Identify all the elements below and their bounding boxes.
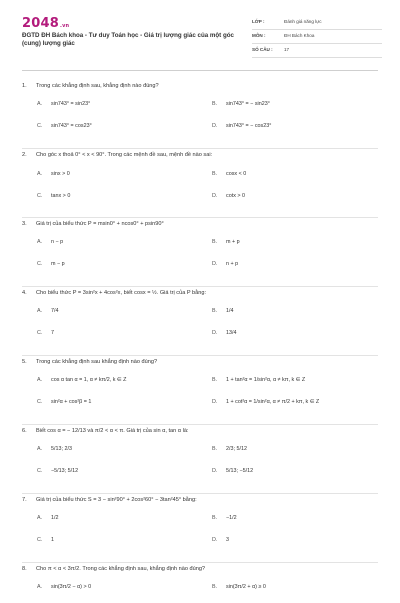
option-a[interactable]: A. 7/4	[37, 308, 59, 314]
question-7	[22, 494, 378, 563]
option-c[interactable]: C. 1	[37, 537, 54, 543]
question-text: Biết cos α = − 12/13 và π/2 < α < π. Giá trị của sin α, tan α là:	[36, 428, 189, 434]
question-3	[22, 218, 378, 287]
option-b[interactable]: B. −1/2	[212, 515, 237, 521]
question-6	[22, 425, 378, 494]
question-stem	[22, 152, 212, 158]
document-title: ĐGTD ĐH Bách khoa - Tư duy Toán học - Giá trị lượng giác của một góc (cung) lượng giác	[22, 32, 234, 47]
question-2	[22, 149, 378, 218]
question-stem	[22, 497, 197, 503]
option-a[interactable]: A. sinx > 0	[37, 171, 70, 177]
option-d[interactable]: D. 13/4	[212, 330, 237, 336]
header-divider	[22, 70, 378, 71]
option-d[interactable]: D. 3	[212, 537, 229, 543]
question-text: Trong các khẳng định sau khẳng định nào đúng?	[36, 359, 158, 365]
question-number: 3.	[22, 221, 27, 227]
meta-value: ĐH Bách Khoa	[284, 33, 315, 38]
option-c[interactable]: C. sin743° = cos23°	[37, 123, 92, 129]
question-stem	[22, 566, 205, 572]
question-stem	[22, 359, 157, 365]
option-c[interactable]: C. m − p	[37, 261, 65, 267]
question-8	[22, 563, 378, 603]
question-list	[22, 80, 378, 603]
option-b[interactable]: B. 2/3; 5/12	[212, 446, 247, 452]
question-text: Cho góc x thoả 0° < x < 90°. Trong các mệnh đề sau, mệnh đề nào sai:	[36, 152, 213, 158]
option-a[interactable]: A. 1/2	[37, 515, 59, 521]
option-d[interactable]: D. sin743° = − cos23°	[212, 123, 272, 129]
meta-value: Đánh giá năng lực	[284, 19, 322, 24]
option-b[interactable]: B. m + p	[212, 239, 240, 245]
question-1	[22, 80, 378, 149]
question-number: 8.	[22, 566, 27, 572]
option-a[interactable]: A. cos α tan α = 1, α ≠ kπ/2, k ∈ Z	[37, 377, 127, 383]
option-d[interactable]: D. 5/13; −5/12	[212, 468, 254, 474]
meta-row-subject	[252, 31, 382, 44]
option-b[interactable]: B. sin(3π/2 + α) ≥ 0	[212, 584, 266, 590]
option-c[interactable]: C. sin²α + cos²β = 1	[37, 399, 92, 405]
question-text: Cho π < α < 3π/2. Trong các khẳng định sau, khẳng định nào đúng?	[36, 566, 206, 572]
question-stem	[22, 290, 206, 296]
question-stem	[22, 83, 159, 89]
meta-key: SỐ CÂU :	[252, 47, 273, 52]
option-d[interactable]: D. 1 + cot²α = 1/sin²α, α ≠ π/2 + kπ, k ∈ Z	[212, 399, 320, 405]
option-d[interactable]: D. n + p	[212, 261, 239, 267]
logo-suffix: .vn	[59, 23, 70, 29]
question-number: 7.	[22, 497, 27, 503]
option-a[interactable]: A. 5/13; 2/3	[37, 446, 72, 452]
meta-row-count	[252, 45, 382, 58]
question-number: 1.	[22, 83, 27, 89]
question-text: Trong các khẳng định sau, khẳng định nào đúng?	[36, 83, 159, 89]
meta-key: LỚP :	[252, 19, 265, 24]
question-text: Cho biểu thức P = 3sin²x + 4cos²x, biết cosx = ½. Giá trị của P bằng:	[36, 290, 207, 296]
meta-info	[252, 17, 382, 59]
question-number: 6.	[22, 428, 27, 434]
option-b[interactable]: B. 1 + tan²α = 1/sin²α, α ≠ kπ, k ∈ Z	[212, 377, 306, 383]
option-d[interactable]: D. cotx > 0	[212, 193, 246, 199]
option-a[interactable]: A. sin743° = sin23°	[37, 101, 91, 107]
question-stem	[22, 428, 189, 434]
option-b[interactable]: B. sin743° = − sin23°	[212, 101, 270, 107]
option-b[interactable]: B. cosx < 0	[212, 171, 247, 177]
question-text: Giá trị của biểu thức S = 3 − sin²90° + 2cos²60° − 3tan²45° bằng:	[36, 497, 197, 503]
option-b[interactable]: B. 1/4	[212, 308, 234, 314]
option-a[interactable]: A. sin(3π/2 − α) > 0	[37, 584, 92, 590]
meta-value: 17	[284, 47, 290, 52]
meta-row-class	[252, 17, 382, 30]
question-stem	[22, 221, 164, 227]
question-number: 4.	[22, 290, 27, 296]
option-c[interactable]: C. −5/13; 5/12	[37, 468, 79, 474]
option-c[interactable]: C. 7	[37, 330, 54, 336]
meta-key: MÔN :	[252, 33, 266, 38]
option-c[interactable]: C. tanx > 0	[37, 193, 71, 199]
question-text: Giá trị của biểu thức P = msin0° + ncos0° + psin90°	[36, 221, 164, 227]
question-5	[22, 356, 378, 425]
option-a[interactable]: A. n − p	[37, 239, 64, 245]
logo-text: 2048	[22, 16, 59, 31]
question-number: 5.	[22, 359, 27, 365]
site-logo[interactable]	[22, 16, 69, 31]
question-4	[22, 287, 378, 356]
question-number: 2.	[22, 152, 27, 158]
